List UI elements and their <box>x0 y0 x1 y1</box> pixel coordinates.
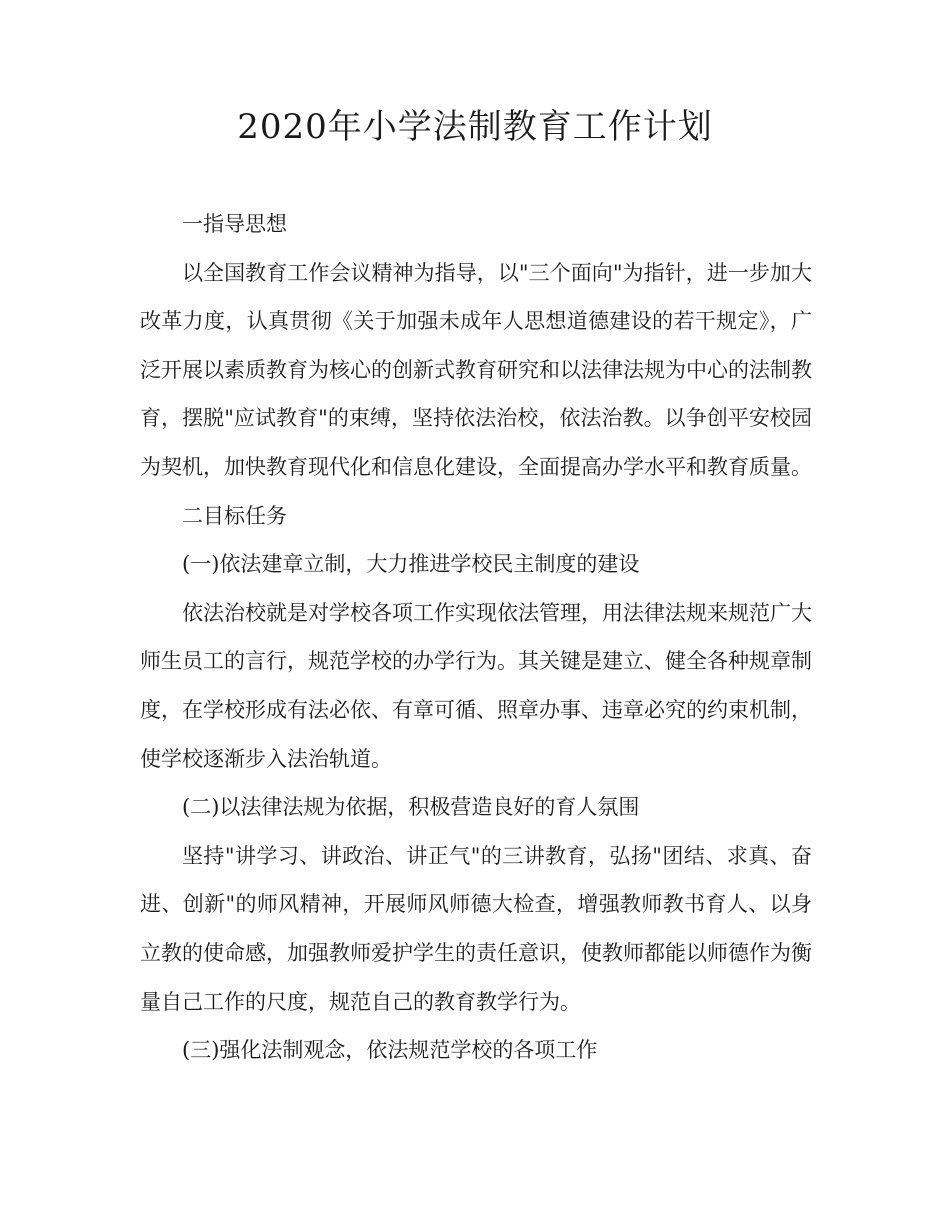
section-heading-guiding-ideology: 一指导思想 <box>182 212 287 236</box>
subheading-legal-awareness: (三)强化法制观念，依法规范学校的各项工作 <box>182 1038 598 1063</box>
document-title: 2020年小学法制教育工作计划 <box>237 107 713 147</box>
document-body <box>140 200 812 1075</box>
subheading-rules-system: (一)依法建章立制，大力推进学校民主制度的建设 <box>182 552 640 577</box>
paragraph-education-atmosphere: 坚持"讲学习、讲政治、讲正气"的三讲教育，弘扬"团结、求真、奋进、创新"的师风精神，开展师风师德大检查，增强教师教书育人、以身立教的使命感，加强教师爱护学生的责任意识，使教师都能以师德作为衡量自己工作的尺度，规范自己的教育教学行为。 <box>140 843 812 1014</box>
paragraph-rules-system: 依法治校就是对学校各项工作实现依法管理，用法律法规来规范广大师生员工的言行，规范学校的办学行为。其关键是建立、健全各种规章制度，在学校形成有法必依、有章可循、照章办事、违章必究的约束机制，使学校逐渐步入法治轨道。 <box>140 600 812 771</box>
subheading-education-atmosphere: (二)以法律法规为依据，积极营造良好的育人氛围 <box>182 795 640 820</box>
section-heading-goals-tasks: 二目标任务 <box>182 503 287 528</box>
paragraph-guiding-ideology: 以全国教育工作会议精神为指导，以"三个面向"为指针，进一步加大改革力度，认真贯彻《关于加强未成年人思想道德建设的若干规定》，广泛开展以素质教育为核心的创新式教育研究和以法律法规为中心的法制教育，摆脱"应试教育"的束缚，坚持依法治校，依法治教。以争创平安校园为契机，加快教育现代化和信息化建设，全面提高办学水平和教育质量。 <box>140 260 812 479</box>
